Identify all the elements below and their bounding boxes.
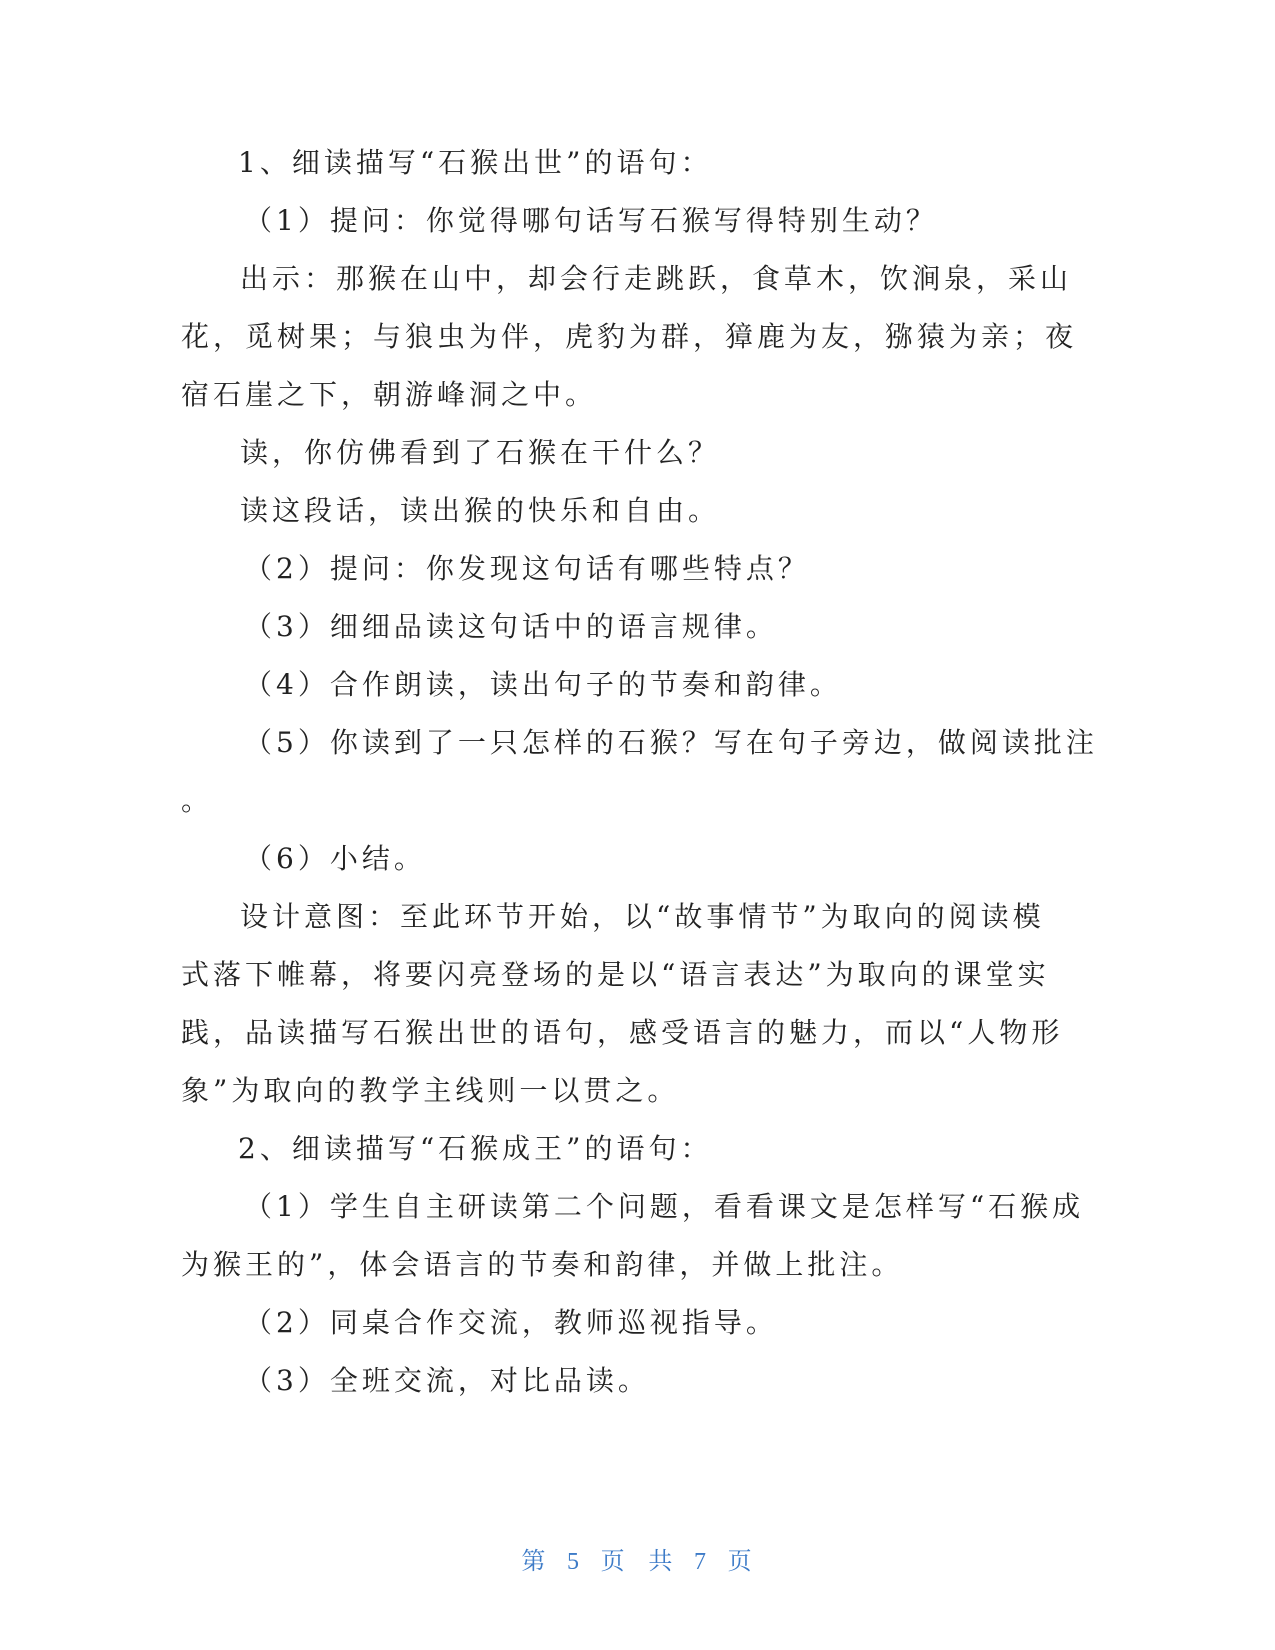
paragraph-line: 宿石崖之下，朝游峰洞之中。: [181, 378, 598, 411]
paragraph-line: 。: [181, 784, 214, 817]
paragraph-line: 设计意图：至此环节开始，以“故事情节”为取向的阅读模: [240, 900, 1045, 933]
paragraph-line: 象”为取向的教学主线则一以贯之。: [181, 1074, 680, 1107]
paragraph-line: （2）提问：你发现这句话有哪些特点？: [244, 552, 810, 585]
heading-stone-monkey-king: 2、细读描写“石猴成王”的语句：: [238, 1132, 713, 1165]
page-footer: [0, 1546, 1275, 1577]
current-page-number: 5: [567, 1549, 582, 1575]
paragraph-line: （1）提问：你觉得哪句话写石猴写得特别生动？: [244, 204, 938, 237]
heading-stone-monkey-birth: 1、细读描写“石猴出世”的语句：: [238, 146, 713, 179]
footer-page-label: 页: [600, 1547, 627, 1575]
paragraph-line: （3）细细品读这句话中的语言规律。: [244, 610, 778, 643]
footer-total-label: 共: [648, 1547, 675, 1575]
footer-prefix: 第: [521, 1547, 548, 1575]
paragraph-line: （5）你读到了一只怎样的石猴？写在句子旁边，做阅读批注: [244, 726, 1098, 759]
paragraph-line: 花，觅树果；与狼虫为伴，虎豹为群，獐鹿为友，猕猿为亲；夜: [181, 320, 1078, 353]
paragraph-line: 读，你仿佛看到了石猴在干什么？: [240, 436, 721, 469]
paragraph-line: （6）小结。: [244, 842, 426, 875]
paragraph-line: 式落下帷幕，将要闪亮登场的是以“语言表达”为取向的课堂实: [181, 958, 1050, 991]
paragraph-line: 出示：那猴在山中，却会行走跳跃，食草木，饮涧泉，采山: [240, 262, 1073, 295]
footer-suffix: 页: [727, 1547, 754, 1575]
paragraph-line: （1）学生自主研读第二个问题，看看课文是怎样写“石猴成: [244, 1190, 1085, 1223]
paragraph-line: 读这段话，读出猴的快乐和自由。: [240, 494, 721, 527]
paragraph-line: （3）全班交流，对比品读。: [244, 1364, 650, 1397]
paragraph-line: （2）同桌合作交流，教师巡视指导。: [244, 1306, 778, 1339]
total-page-number: 7: [693, 1549, 708, 1575]
paragraph-line: 践，品读描写石猴出世的语句，感受语言的魅力，而以“人物形: [181, 1016, 1064, 1049]
paragraph-line: （4）合作朗读，读出句子的节奏和韵律。: [244, 668, 842, 701]
paragraph-line: 为猴王的”，体会语言的节奏和韵律，并做上批注。: [181, 1248, 904, 1281]
